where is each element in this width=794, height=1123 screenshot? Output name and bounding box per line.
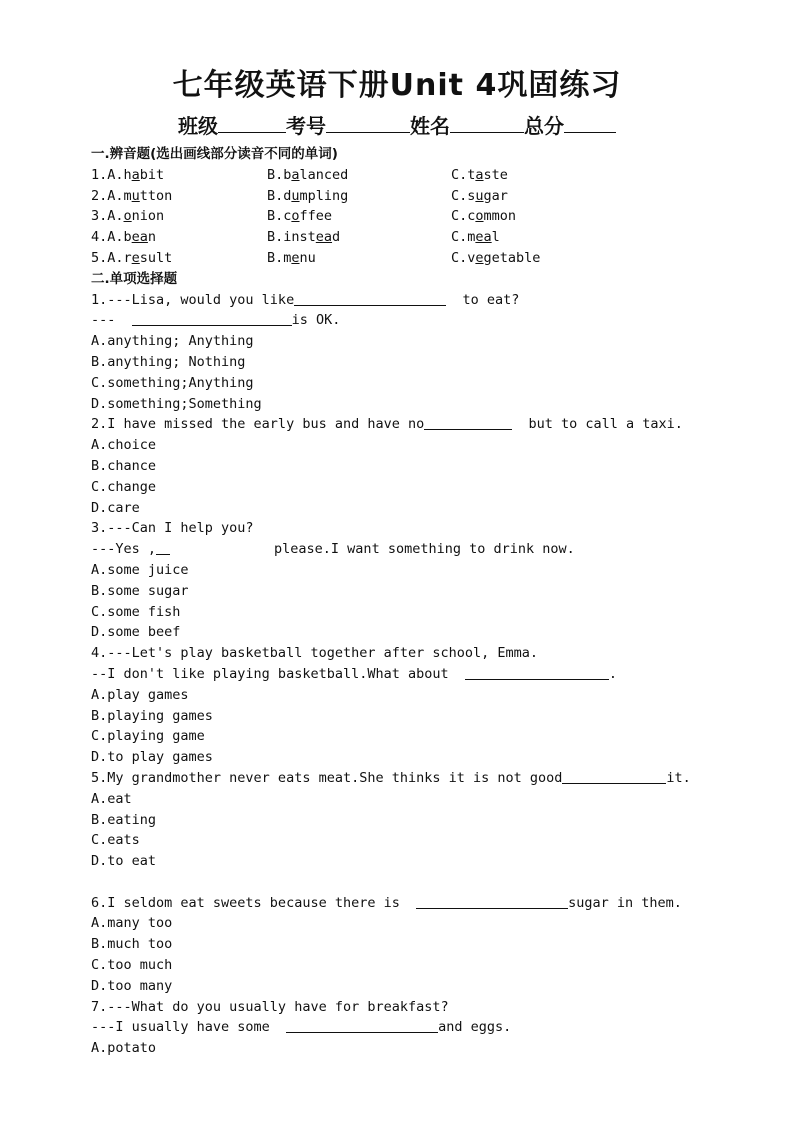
option-list [91,789,731,872]
stem-text: 5.My grandmother never eats meat.She thinks it is not good [91,769,563,786]
section-heading: 一.辨音题(选出画线部分读音不同的单词) [91,146,338,162]
option-text: bit [139,166,165,183]
underlined-letters: a [475,166,484,183]
phonics-row [91,186,731,207]
stem-text: . [608,665,618,682]
class-blank[interactable] [218,112,286,133]
option-list [91,685,731,768]
option-text: C.s [451,187,476,204]
option[interactable]: D.something;Something [91,395,262,412]
option-list [91,435,731,518]
phonics-option[interactable] [451,186,508,207]
option[interactable]: B.chance [91,457,157,474]
question-stem [91,310,731,331]
stem-text: --- [91,312,132,329]
option[interactable]: C.change [91,478,157,495]
option[interactable]: B.much too [91,936,173,953]
option[interactable]: C.eats [91,832,140,849]
option-list [91,331,731,414]
underlined-letters: o [291,208,300,225]
question-stem [91,664,731,685]
option-text: B.b [267,166,292,183]
option-text: 4.A.b [91,229,132,246]
question-stem [91,1017,731,1038]
option-text: ste [483,166,508,183]
class-label: 班级 [178,114,218,138]
stem-text: and eggs. [438,1019,512,1036]
number-blank[interactable] [326,112,410,133]
phonics-option[interactable] [91,227,156,248]
stem-text: --I don't like playing basketball.What about [91,665,465,682]
phonics-row [91,206,731,227]
option[interactable]: A.play games [91,686,189,703]
option[interactable]: C.some fish [91,603,181,620]
option-text: B.d [267,187,292,204]
option-text: lanced [299,166,349,183]
phonics-option[interactable] [451,248,540,269]
phonics-option[interactable] [91,206,164,227]
worksheet-content [91,144,731,1059]
page-title: 七年级英语下册Unit 4巩固练习 [172,68,622,103]
underlined-letters: ea [131,229,148,246]
underlined-letters: a [131,166,140,183]
option[interactable]: D.care [91,499,140,516]
score-blank[interactable] [564,112,616,133]
underlined-letters: a [291,166,300,183]
name-label: 姓名 [410,114,450,138]
option-text: B.inst [267,229,316,246]
question-stem [91,893,731,914]
underlined-letters: u [291,187,300,204]
spacer [91,872,731,893]
option[interactable]: A.some juice [91,561,189,578]
option[interactable]: C.playing game [91,728,205,745]
phonics-list [91,165,731,269]
option-text: getable [483,249,541,266]
answer-blank[interactable] [416,894,568,909]
phonics-row [91,165,731,186]
question-stem: 4.---Let's play basketball together after school, Emma. [91,645,539,662]
option[interactable]: A.anything; Anything [91,333,254,350]
phonics-option[interactable] [91,248,172,269]
answer-blank[interactable] [465,665,609,680]
option[interactable]: D.to eat [91,853,157,870]
answer-blank[interactable] [286,1018,438,1033]
phonics-option[interactable] [267,248,316,269]
phonics-option[interactable] [451,227,500,248]
question-stem [91,290,731,311]
option[interactable]: B.some sugar [91,582,189,599]
underlined-letters: ea [475,229,492,246]
option-text: C.c [451,208,476,225]
phonics-option[interactable] [267,206,332,227]
question-stem: 3.---Can I help you? [91,520,254,537]
option-list [91,560,731,643]
option-text: tton [139,187,173,204]
phonics-option[interactable] [267,165,348,186]
option-text: n [147,229,157,246]
option-list [91,1038,731,1059]
option[interactable]: A.choice [91,437,157,454]
option-text: 2.A.m [91,187,132,204]
stem-text: but to call a taxi. [512,416,683,433]
option[interactable]: B.anything; Nothing [91,353,246,370]
name-blank[interactable] [450,112,524,133]
option-text: mmon [483,208,517,225]
stem-text: it. [666,769,691,786]
answer-blank[interactable] [562,769,666,784]
stem-text: to eat? [446,291,520,308]
phonics-option[interactable] [451,206,516,227]
option-text: mpling [299,187,349,204]
option-list [91,913,731,996]
answer-blank[interactable] [424,415,512,430]
option[interactable]: A.eat [91,790,132,807]
option[interactable]: C.too much [91,957,173,974]
option-text: ffee [299,208,333,225]
stem-text: ---Yes , [91,541,157,558]
phonics-option[interactable] [451,165,508,186]
underlined-letters: e [131,249,140,266]
option[interactable]: B.eating [91,811,157,828]
question-stem [91,539,731,560]
number-label: 考号 [286,114,326,138]
underlined-letters: u [131,187,140,204]
question-stem [91,414,731,435]
underlined-letters: ea [315,229,333,246]
option-text: C.v [451,249,476,266]
option[interactable]: B.playing games [91,707,213,724]
answer-blank[interactable] [132,311,292,326]
option[interactable]: D.some beef [91,624,181,641]
stem-text: is OK. [291,312,341,329]
option[interactable]: A.many too [91,915,173,932]
phonics-option[interactable] [91,186,172,207]
option-text: nu [299,249,316,266]
option-text: 5.A.r [91,249,132,266]
stem-text: ---I usually have some [91,1019,287,1036]
stem-text: please.I want something to drink now. [274,541,575,558]
score-label: 总分 [524,114,564,138]
option-text: gar [483,187,508,204]
option-text: 3.A. [91,208,124,225]
option-text: C.m [451,229,476,246]
phonics-row [91,227,731,248]
stem-text: 6.I seldom eat sweets because there is [91,894,417,911]
stem-text: 2.I have missed the early bus and have no [91,416,425,433]
question-stem [91,768,731,789]
answer-blank[interactable] [294,291,446,306]
underlined-letters: e [291,249,300,266]
option-text: 1.A.h [91,166,132,183]
underlined-letters: o [123,208,132,225]
option[interactable]: A.potato [91,1040,157,1057]
option-text: sult [139,249,173,266]
phonics-option[interactable] [267,186,348,207]
stem-text: sugar in them. [568,894,682,911]
stem-text: 1.---Lisa, would you like [91,291,295,308]
underlined-letters: u [475,187,484,204]
underlined-letters: e [475,249,484,266]
section-heading: 二.单项选择题 [91,270,178,287]
option[interactable]: D.to play games [91,749,213,766]
option[interactable]: C.something;Anything [91,374,254,391]
option-text: nion [131,208,165,225]
option-text: B.m [267,249,292,266]
phonics-option[interactable] [91,165,164,186]
phonics-row [91,248,731,269]
option-text: C.t [451,166,476,183]
student-info-line [0,110,794,139]
underlined-letters: o [475,208,484,225]
question-stem: 7.---What do you usually have for breakfast? [91,998,449,1015]
answer-blank[interactable] [156,540,170,555]
option-text: d [332,229,341,246]
option-text: l [491,229,500,246]
option-text: B.c [267,208,292,225]
phonics-option[interactable] [267,227,340,248]
option[interactable]: D.too many [91,977,173,994]
